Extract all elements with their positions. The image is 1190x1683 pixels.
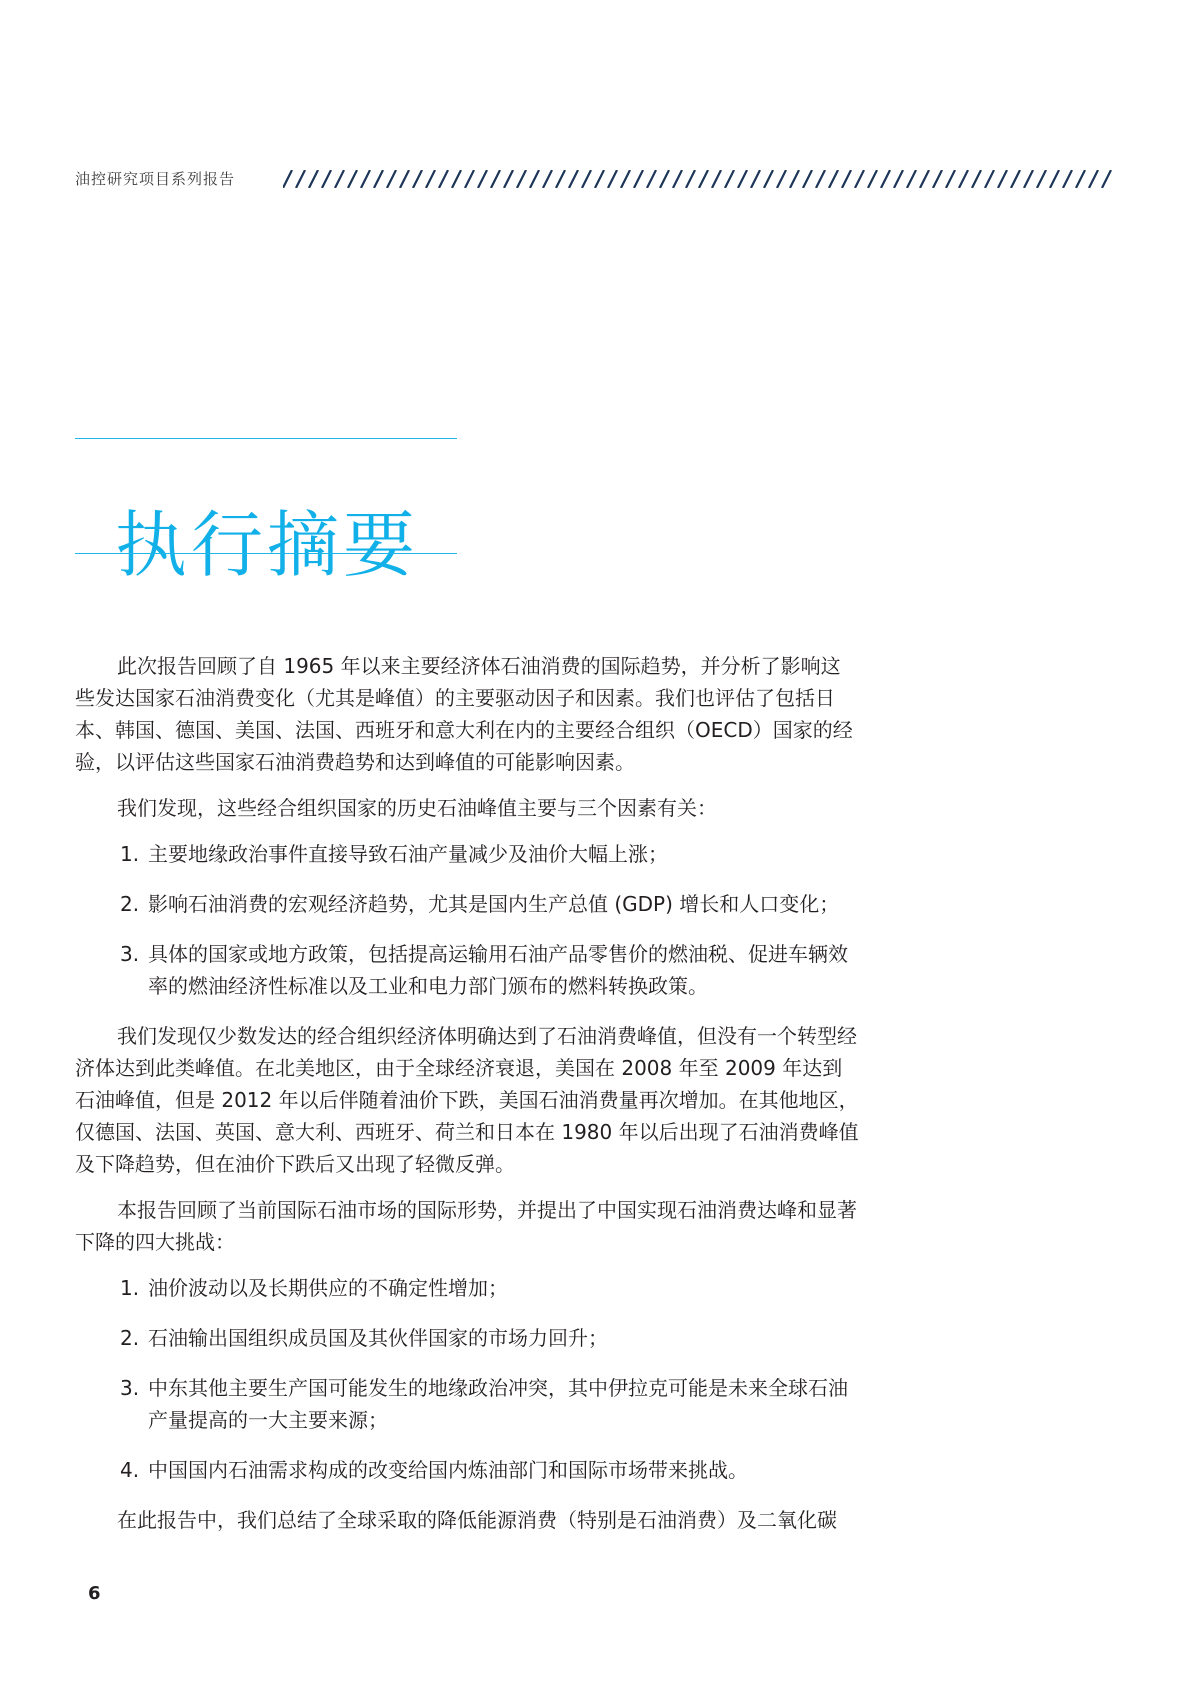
hatch-stripe [569,170,578,188]
hatch-stripe [530,170,539,188]
list-item-text: 主要地缘政治事件直接导致石油产量减少及油价大幅上涨； [148,842,668,866]
body-text [75,650,860,1550]
hatch-stripe [309,170,318,188]
hatch-stripe [1037,170,1046,188]
list-item [75,1272,860,1304]
hatch-stripe [439,170,448,188]
hatch-stripe [686,170,695,188]
hatch-stripe [361,170,370,188]
list-item-text: 影响石油消费的宏观经济趋势，尤其是国内生产总值 (GDP) 增长和人口变化； [148,892,840,916]
hatch-stripe [712,170,721,188]
hatch-stripe [933,170,942,188]
hatch-stripe [465,170,474,188]
hatch-stripe [543,170,552,188]
list-number: 1. [120,842,140,866]
hatch-stripe [946,170,955,188]
list-number: 2. [120,892,140,916]
list-number: 3. [120,1376,140,1400]
hatch-stripe [1011,170,1020,188]
hatch-stripe [1076,170,1085,188]
list-item-text: 具体的国家或地方政策，包括提高运输用石油产品零售价的燃油税、促进车辆效率的燃油经济性标准以及工业和电力部门颁布的燃料转换政策。 [148,942,848,998]
list-item [75,1454,860,1486]
hatch-stripe [426,170,435,188]
paragraph-intro: 此次报告回顾了自 1965 年以来主要经济体石油消费的国际趋势，并分析了影响这些发达国家石油消费变化（尤其是峰值）的主要驱动因子和因素。我们也评估了包括日本、韩国、德国、美国、法国、西班牙和意大利在内的主要经合组织（OECD）国家的经验，以评估这些国家石油消费趋势和达到峰值的可能影响因素。 [75,654,853,774]
hatch-stripe [413,170,422,188]
list-item [75,1322,860,1354]
title-rule-bottom [75,553,457,554]
section-title: 执行摘要 [115,503,420,588]
paragraph-summary: 在此报告中，我们总结了全球采取的降低能源消费（特别是石油消费）及二氧化碳 [117,1508,837,1532]
hatch-stripe [517,170,526,188]
list-number: 2. [120,1326,140,1350]
hatch-stripe [777,170,786,188]
list-number: 1. [120,1276,140,1300]
list-item [75,888,860,920]
hatch-stripe [829,170,838,188]
hatch-stripe [738,170,747,188]
factors-list [75,838,860,1002]
hatch-stripe [881,170,890,188]
hatch-stripe [1089,170,1098,188]
hatch-stripe [868,170,877,188]
hatch-stripe [985,170,994,188]
hatch-stripe [322,170,331,188]
hatch-stripe [1063,170,1072,188]
paragraph-peak: 我们发现仅少数发达的经合组织经济体明确达到了石油消费峰值，但没有一个转型经济体达到此类峰值。在北美地区，由于全球经济衰退，美国在 2008 年至 2009 年达到石油峰值，但是 2012 年以后伴随着油价下跌，美国石油消费量再次增加。在其他地区，仅德国、法国、英国、意大利、西班牙、荷兰和日本在 1980 年以后出现了石油消费峰值及下降趋势，但在油价下跌后又出现了轻微反弹。 [75,1024,859,1176]
title-rule-top [75,438,457,439]
hatch-stripe [400,170,409,188]
hatch-stripe [647,170,656,188]
challenges-list [75,1272,860,1486]
hatch-stripe [764,170,773,188]
list-item [75,838,860,870]
hatch-stripe [907,170,916,188]
list-item [75,1372,860,1436]
hatch-stripe [699,170,708,188]
hatch-stripe [790,170,799,188]
hatch-stripe [621,170,630,188]
hatch-stripe [1050,170,1059,188]
hatch-stripe [283,170,292,188]
hatch-stripe [816,170,825,188]
hatch-stripe [491,170,500,188]
hatch-stripe [894,170,903,188]
hatch-stripe [504,170,513,188]
hatch-stripe [374,170,383,188]
hatch-stripe [673,170,682,188]
hatch-stripe [387,170,396,188]
page-number: 6 [88,1583,101,1604]
hatch-stripe [803,170,812,188]
hatch-stripe [1024,170,1033,188]
hatch-stripe [348,170,357,188]
hatch-stripe [335,170,344,188]
hatch-stripe [556,170,565,188]
hatch-stripe [595,170,604,188]
list-item [75,938,860,1002]
hatch-stripe [855,170,864,188]
list-number: 3. [120,942,140,966]
hatch-stripe [608,170,617,188]
decorative-hatch-bar [283,170,1115,188]
hatch-stripe [582,170,591,188]
hatch-stripe [920,170,929,188]
hatch-stripe [634,170,643,188]
hatch-stripe [478,170,487,188]
report-series-title: 油控研究项目系列报告 [75,170,236,188]
hatch-stripe [959,170,968,188]
hatch-stripe [1102,170,1111,188]
hatch-stripe [725,170,734,188]
hatch-stripe [660,170,669,188]
hatch-stripe [296,170,305,188]
list-item-text: 油价波动以及长期供应的不确定性增加； [148,1276,508,1300]
hatch-stripe [972,170,981,188]
paragraph-findings: 我们发现，这些经合组织国家的历史石油峰值主要与三个因素有关： [117,796,717,820]
hatch-stripe [998,170,1007,188]
hatch-stripe [452,170,461,188]
list-item-text: 中国国内石油需求构成的改变给国内炼油部门和国际市场带来挑战。 [148,1458,748,1482]
list-item-text: 石油输出国组织成员国及其伙伴国家的市场力回升； [148,1326,608,1350]
hatch-stripe [751,170,760,188]
hatch-stripe [842,170,851,188]
list-item-text: 中东其他主要生产国可能发生的地缘政治冲突，其中伊拉克可能是未来全球石油产量提高的一大主要来源； [148,1376,848,1432]
list-number: 4. [120,1458,140,1482]
paragraph-challenges: 本报告回顾了当前国际石油市场的国际形势，并提出了中国实现石油消费达峰和显著下降的四大挑战： [75,1198,857,1254]
